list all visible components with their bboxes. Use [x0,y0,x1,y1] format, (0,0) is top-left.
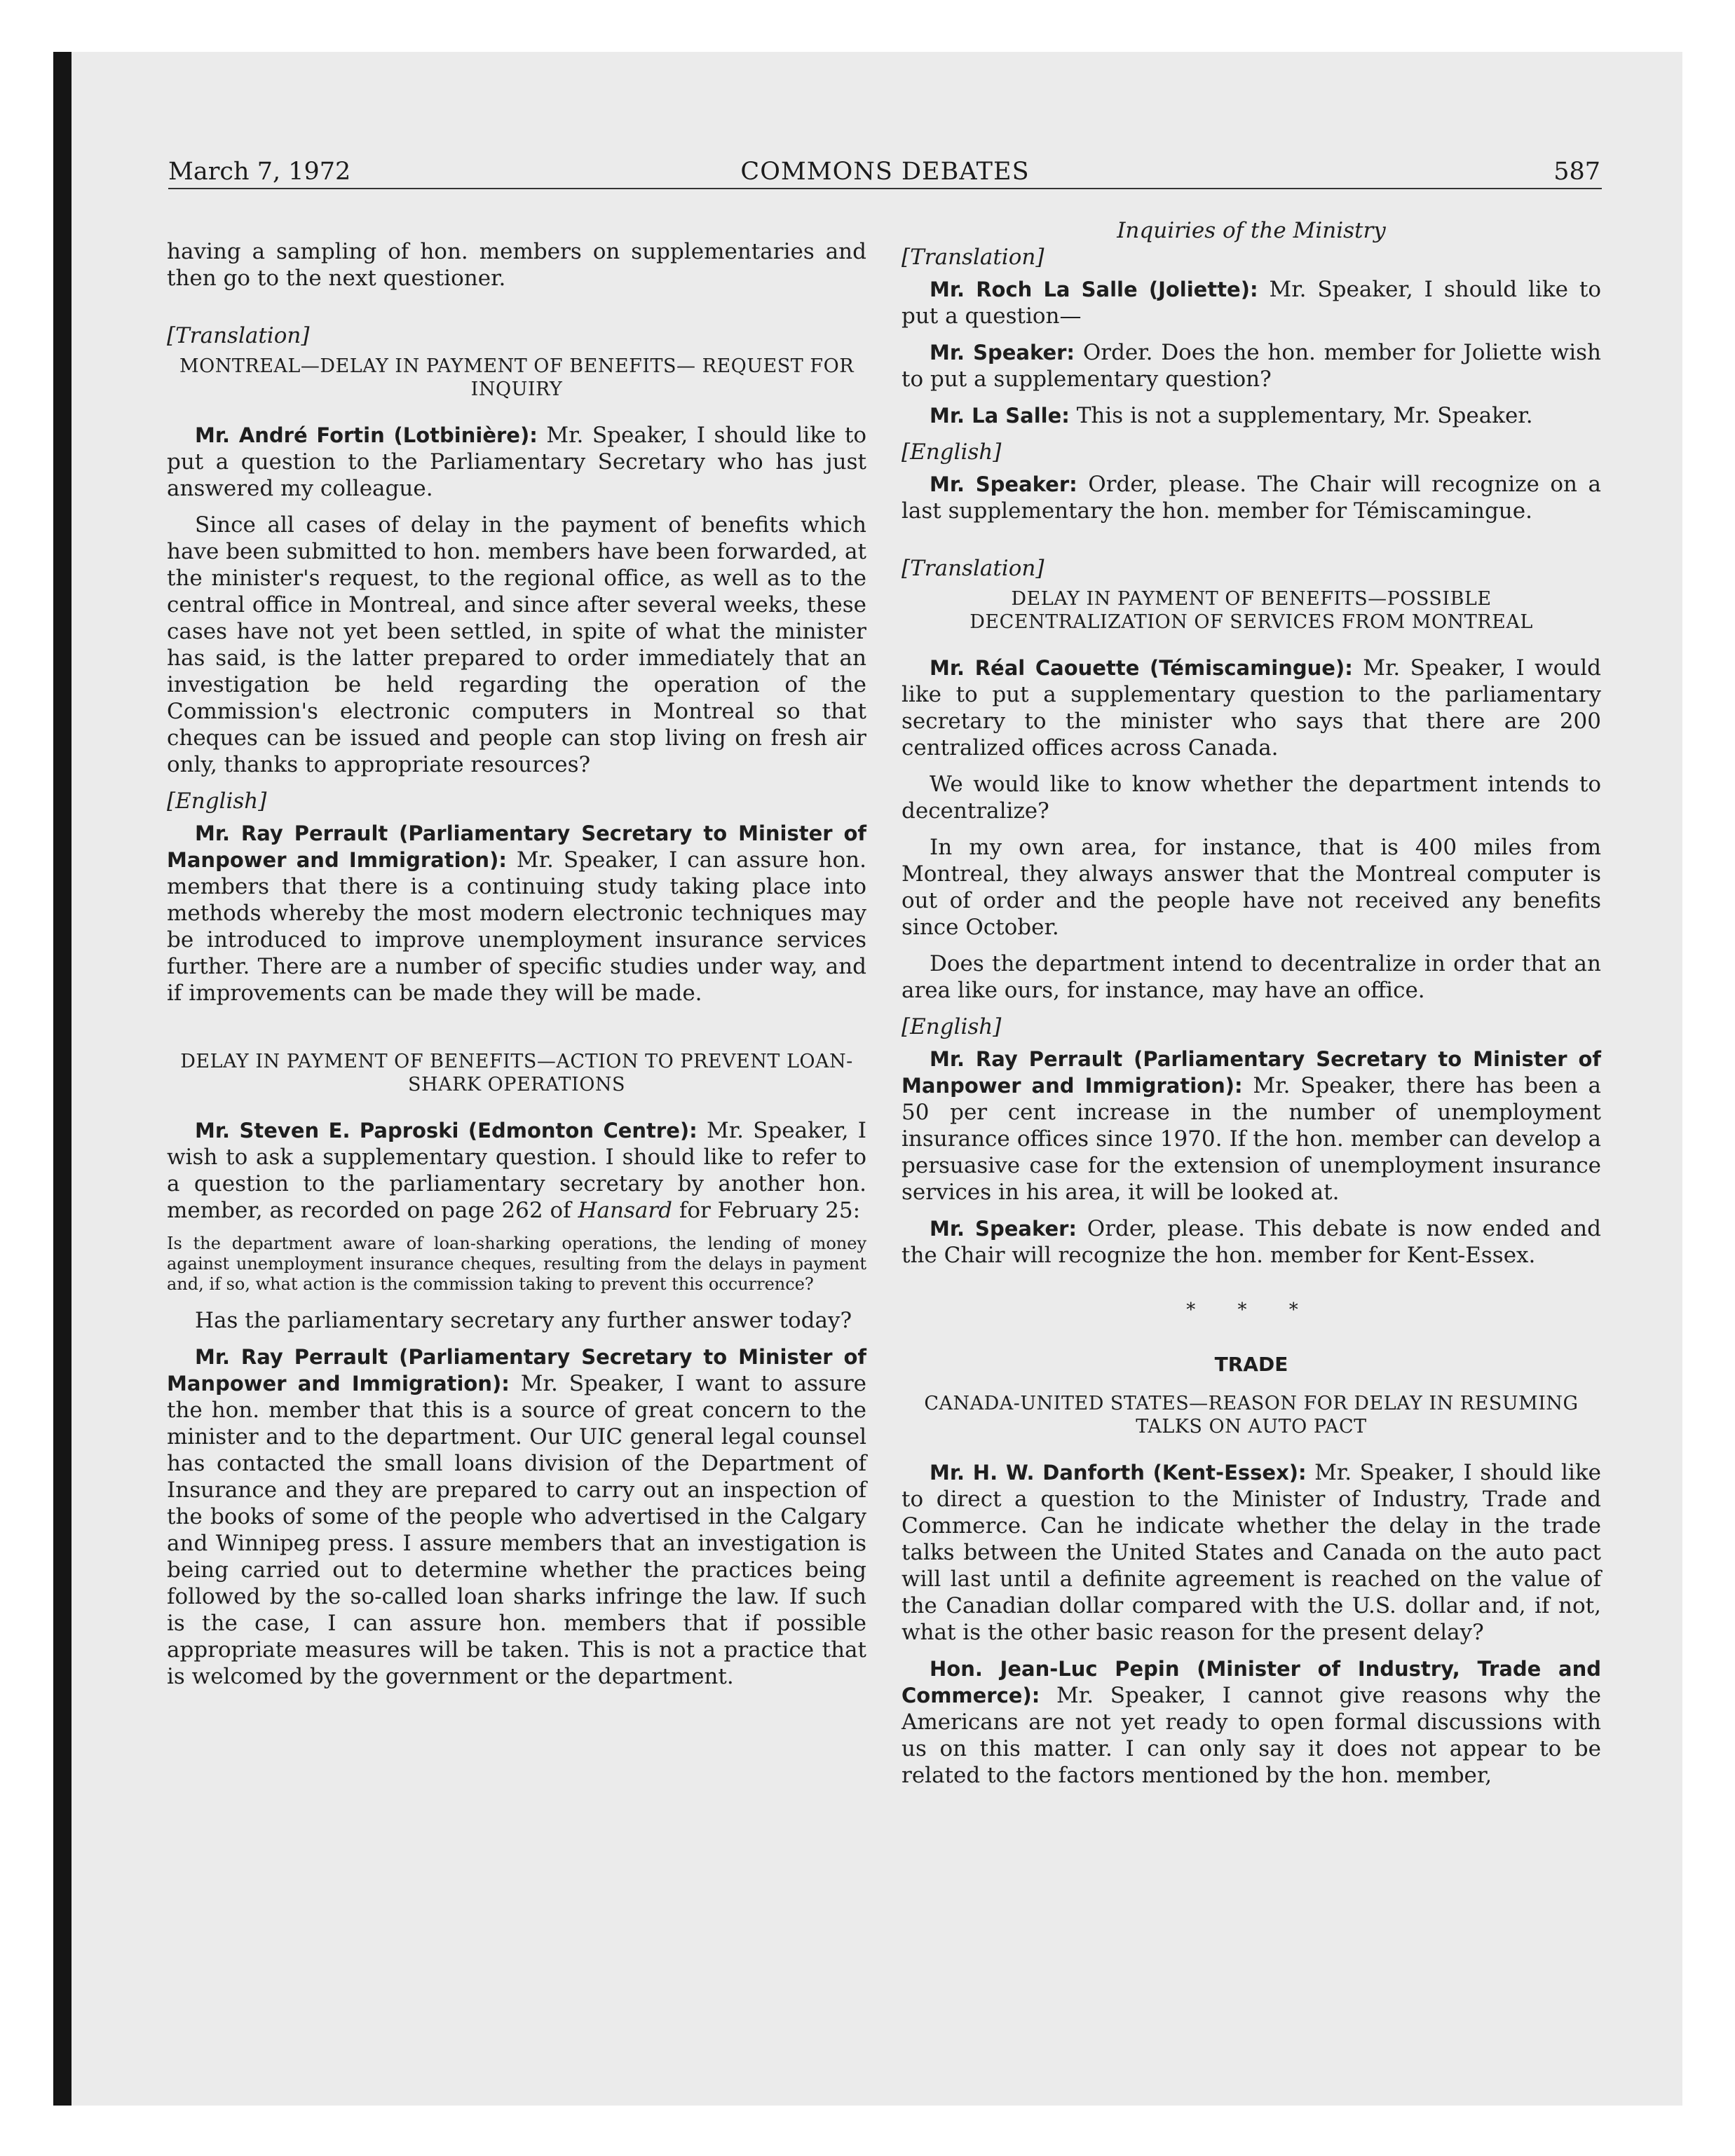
speech-text: This is not a supplementary, Mr. Speaker. [1069,403,1533,428]
speech-paragraph [167,1117,866,1224]
paragraph: Since all cases of delay in the payment of benefits which have been submitted to hon. members have been forwarded, at the minister's request, to the regional office, as well as to the central office in Montreal, and since after several weeks, these cases have not yet been settled, in spite of what the minister has said, is the latter prepared to order immediately that an investigation be held regarding the operation of the Commission's electronic computers in Montreal so that cheques can be issued and people can stop living on fresh air only, thanks to appropriate resources? [167,512,866,777]
speaker-name: Mr. Speaker: [930,472,1077,496]
running-head: Inquiries of the Ministry [1117,218,1386,243]
speech-text: Order, please. This debate is now ended and the Chair will recognize the hon. member for Kent-Essex. [901,1216,1601,1268]
speech-text: Mr. Speaker, I can assure hon. members that there is a continuing study taking place into methods whereby the most modern electronic techniques may be introduced to improve unemployment insurance services further. There are a number of specific studies under way, and if improvements can be made they will be made. [167,847,866,1006]
speaker-name: Mr. Speaker: [930,341,1075,364]
header-date: March 7, 1972 [168,158,351,186]
section-title: TRADE [1214,1353,1288,1376]
right-column [901,218,1602,1799]
quoted-question: Is the department aware of loan-sharking operations, the lending of money against unemployment insurance cheques, resulting from the delays in payment and, if so, what action is the commission taking to prevent this occurrence? [167,1234,866,1294]
paragraph: Has the parliamentary secretary any further answer today? [195,1308,852,1333]
speech-paragraph [167,1344,866,1690]
hansard-title: Hansard [578,1198,673,1223]
speech-text: Order. Does the hon. member for Joliette wish to put a supplementary question? [901,340,1601,392]
speaker-name: Mr. H. W. Danforth (Kent-Essex): [930,1461,1307,1485]
section-heading: DELAY IN PAYMENT OF BENEFITS—POSSIBLE DECENTRALIZATION OF SERVICES FROM MONTREAL [969,588,1533,633]
translation-note: [Translation] [901,556,1045,581]
speech-text: Mr. Speaker, I should like to put a question to the Parliamentary Secretary who has just answered my colleague. [167,423,866,501]
section-heading: CANADA-UNITED STATES—REASON FOR DELAY IN RESUMING TALKS ON AUTO PACT [924,1393,1579,1438]
speech-paragraph [901,471,1601,524]
speaker-name: Mr. La Salle: [930,404,1070,428]
speaker-name: Mr. Ray Perrault (Parliamentary Secretary to Minister of Manpower and Immigration): [167,1345,866,1396]
speech-paragraph [167,820,866,1007]
speech-paragraph [901,1459,1601,1646]
speech-text: Mr. Speaker, I should like to direct a question to the Minister of Industry, Trade and Commerce. Can he indicate whether the delay in the trade talks between the United States and Canada on the auto pact will last until a definite agreement is reached on the value of the Canadian dollar compared with the U.S. dollar and, if not, what is the other basic reason for the present delay? [901,1460,1601,1645]
paragraph: In my own area, for instance, that is 400 miles from Montreal, they always answer that the Montreal computer is out of order and the people have not received any benefits since October. [901,835,1601,940]
translation-note: [English] [167,789,267,814]
speech-text: Mr. Speaker, I should like to put a question— [901,277,1601,329]
translation-note: [Translation] [901,245,1045,270]
paragraph: We would like to know whether the department intends to decentralize? [901,772,1601,824]
speech-paragraph [901,339,1601,393]
speech-paragraph [901,655,1601,761]
speaker-name: Mr. Réal Caouette (Témiscamingue): [930,656,1353,680]
speech-text: for February 25: [672,1198,861,1223]
speaker-name: Mr. Steven E. Paproski (Edmonton Centre): [195,1119,698,1142]
translation-note: [English] [901,439,1002,465]
speech-paragraph [167,422,866,502]
paragraph: having a sampling of hon. members on supplementaries and then go to the next questioner. [167,239,866,291]
translation-note: [English] [901,1014,1002,1039]
speech-paragraph [901,1656,1601,1789]
speech-paragraph [901,402,1601,429]
speech-text: Mr. Speaker, I wish to ask a supplementary question. I should like to refer to a question to the parliamentary secretary by another hon. member, as recorded on page 262 of [167,1118,866,1223]
page-header [168,156,1602,189]
speaker-name: Mr. Ray Perrault (Parliamentary Secretary to Minister of Manpower and Immigration): [901,1047,1601,1098]
translation-note: [Translation] [167,323,310,348]
speech-text: Order, please. The Chair will recognize on a last supplementary the hon. member for Témiscamingue. [901,472,1601,524]
speech-text: Mr. Speaker, there has been a 50 per cent increase in the number of unemployment insurance offices since 1970. If the hon. member can develop a persuasive case for the extension of unemployment insurance services in his area, it will be looked at. [901,1073,1602,1205]
section-separator: * * * [1186,1299,1316,1321]
header-page-number: 587 [1553,158,1600,186]
speech-paragraph [901,1215,1601,1269]
speaker-name: Hon. Jean-Luc Pepin (Minister of Industry, Trade and Commerce): [901,1657,1601,1707]
speech-text: Mr. Speaker, I cannot give reasons why the Americans are not yet ready to open formal discussions with us on this matter. I can only say it does not appear to be related to the factors mentioned by the hon. member, [901,1683,1601,1788]
header-publication: COMMONS DEBATES [740,158,1030,186]
speech-text: Mr. Speaker, I would like to put a supplementary question to the parliamentary secretary to the minister who says that there are 200 centralized offices across Canada. [901,655,1601,760]
speech-text: Mr. Speaker, I want to assure the hon. member that this is a source of great concern to the minister and to the department. Our UIC general legal counsel has contacted the small loans division of the Department of Insurance and they are prepared to carry out an inspection of the books of some of the people who advertised in the Calgary and Winnipeg press. I assure members that an investigation is being carried out to determine whether the practices being followed by the so-called loan sharks infringe the law. If such is the case, I can assure hon. members that if possible appropriate measures will be taken. This is not a practice that is welcomed by the government or the department. [167,1371,866,1689]
speaker-name: Mr. Roch La Salle (Joliette): [930,278,1258,301]
speech-paragraph [901,276,1601,329]
section-heading: DELAY IN PAYMENT OF BENEFITS—ACTION TO PREVENT LOAN-SHARK OPERATIONS [180,1051,853,1096]
speaker-name: Mr. Ray Perrault (Parliamentary Secretary to Minister of Manpower and Immigration): [167,821,866,872]
speaker-name: Mr. Speaker: [930,1217,1077,1241]
paragraph: Does the department intend to decentralize in order that an area like ours, for instance, may have an office. [901,951,1601,1003]
speech-paragraph [901,1046,1601,1206]
left-column [167,238,866,1700]
speaker-name: Mr. André Fortin (Lotbinière): [195,423,538,447]
scan-edge-shadow [53,52,72,2106]
section-heading: MONTREAL—DELAY IN PAYMENT OF BENEFITS— REQUEST FOR INQUIRY [179,355,855,400]
